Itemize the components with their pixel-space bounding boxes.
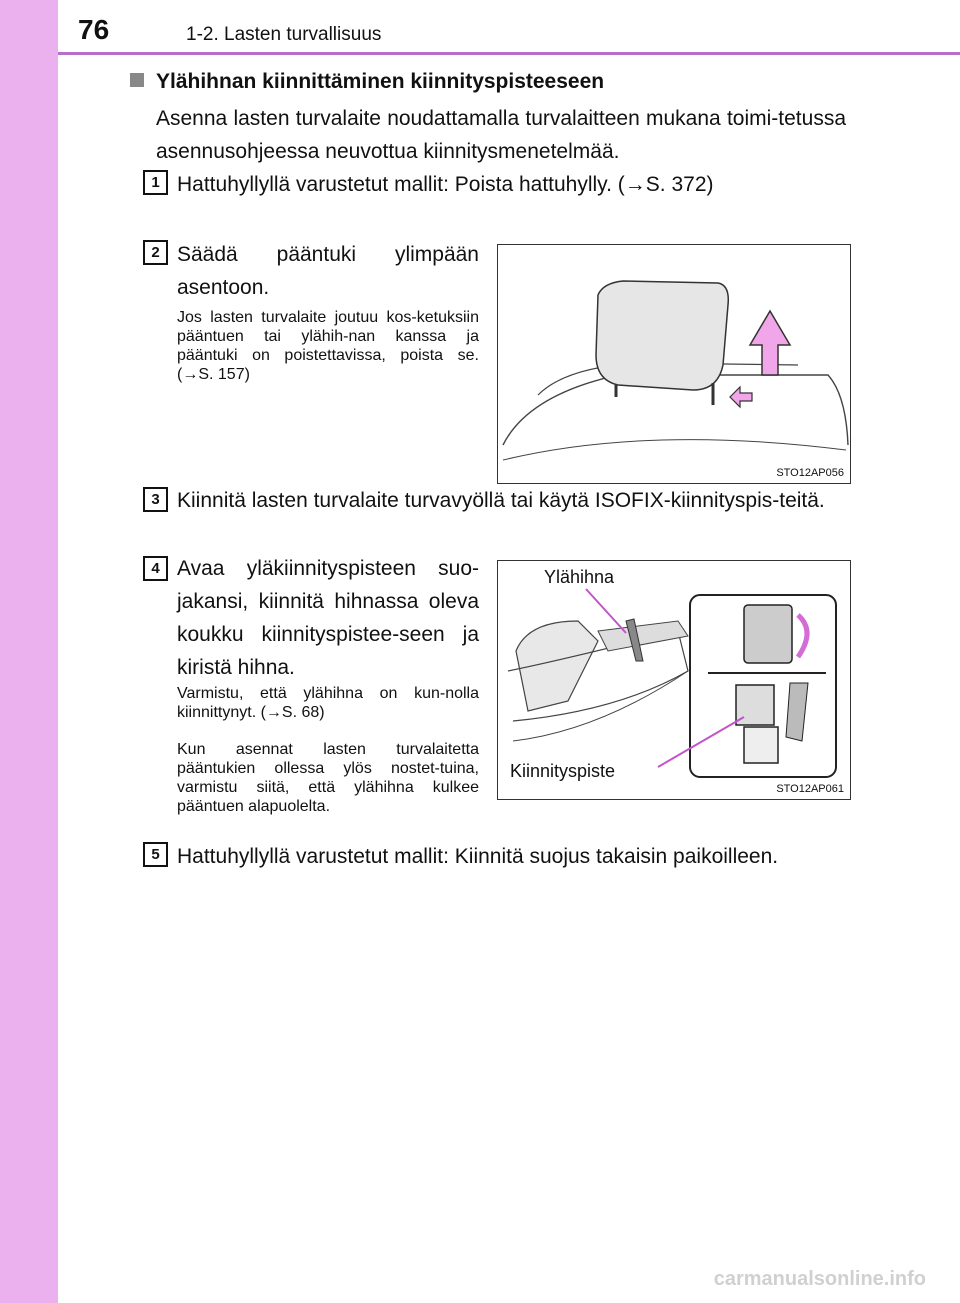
headrest-illustration (498, 245, 850, 483)
step-number-2: 2 (143, 240, 168, 265)
step-2-text: Säädä pääntuki ylimpään asentoon. (177, 243, 479, 299)
step-number-3: 3 (143, 487, 168, 512)
chapter-sidebar (0, 0, 58, 1303)
section-intro: Asenna lasten turvalaite noudattamalla turvalaitteen mukana toimi-tetussa asennusohjeessa neuvottua kiinnitysmenetelmää. (156, 107, 846, 163)
chapter-title: 1-2. Lasten turvallisuus (186, 24, 382, 45)
step-number-5: 5 (143, 842, 168, 867)
step-5-text: Hattuhyllyllä varustetut mallit: Kiinnitä suojus takaisin paikoilleen. (177, 845, 779, 868)
anchor-point-label: Kiinnityspiste (510, 761, 616, 781)
watermark: carmanualsonline.info (713, 1268, 926, 1290)
section-title-text: Ylähihnan kiinnittäminen kiinnityspisteeseen (156, 70, 605, 93)
step-4-note-1: Varmistu, että ylähihna on kun-nolla kiinnittynyt. (→S. 68) (177, 685, 479, 721)
step-3-text: Kiinnitä lasten turvalaite turvavyöllä tai käytä ISOFIX-kiinnityspis-teitä. (177, 489, 825, 512)
figure-code: STO12AP056 (776, 467, 844, 479)
square-bullet-icon (130, 73, 144, 87)
step-number-4: 4 (143, 556, 168, 581)
step-1-text: Hattuhyllyllä varustetut mallit: Poista hattuhylly. (→S. 372) (177, 173, 714, 196)
step-2-note: Jos lasten turvalaite joutuu kos-ketuksiin pääntuen tai ylähih-nan kanssa ja pääntuki on poistettavissa, poista se. (→S. 157) (177, 309, 479, 383)
header-rule (58, 52, 960, 55)
step-4-text: Avaa yläkiinnityspisteen suo-jakansi, kiinnitä hihnassa oleva koukku kiinnityspistee-seen ja kiristä hihna. (177, 557, 479, 679)
section-title (130, 70, 604, 94)
page-number: 76 (78, 14, 110, 45)
anchor-figure (497, 560, 851, 800)
figure-code: STO12AP061 (776, 783, 844, 795)
headrest-figure (497, 244, 851, 484)
top-tether-label: Ylähihna (544, 567, 615, 587)
step-number-1: 1 (143, 170, 168, 195)
step-4-note-2: Kun asennat lasten turvalaitetta pääntukien ollessa ylös nostet-tuina, varmistu siitä, että ylähihna kulkee pääntuen alapuolelta. (177, 741, 479, 815)
